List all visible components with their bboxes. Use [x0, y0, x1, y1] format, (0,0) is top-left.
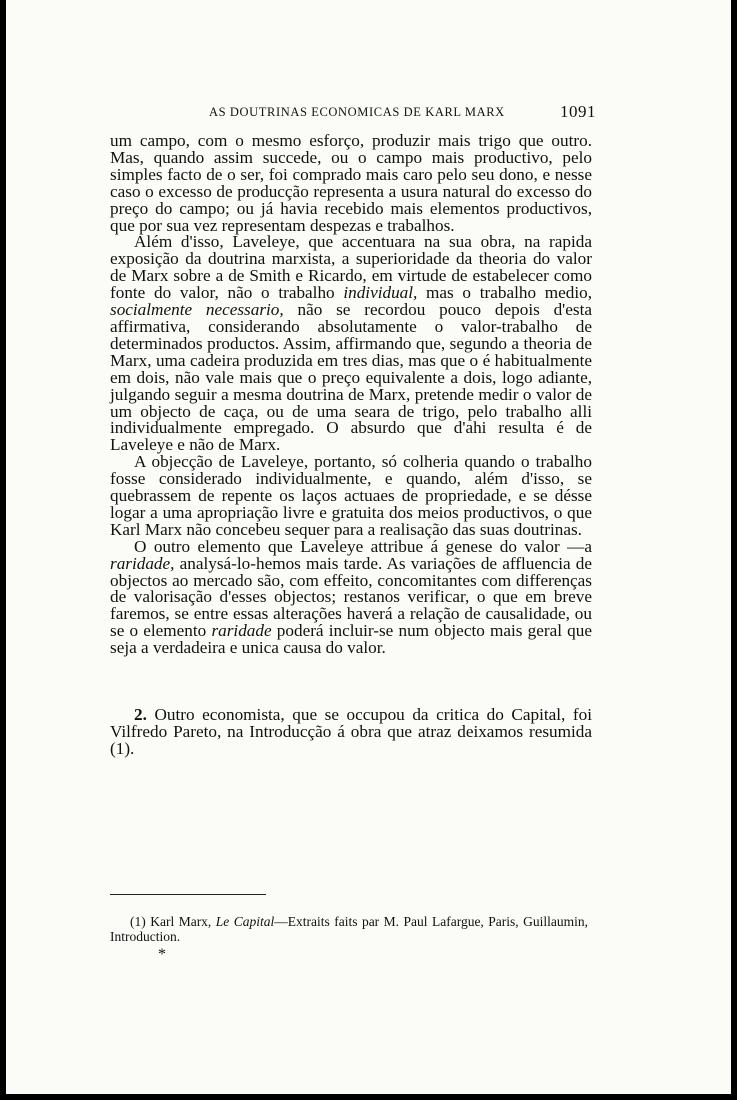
footnote-author: Karl Marx,	[150, 914, 216, 929]
footnote-marker: (1)	[130, 914, 146, 929]
italic-term: raridade,	[110, 553, 175, 573]
book-page	[6, 0, 731, 1094]
paragraph	[110, 133, 592, 234]
italic-term: individual,	[343, 283, 418, 303]
page-number: 1091	[560, 102, 596, 121]
text-run: mas o trabalho medio,	[417, 283, 592, 303]
text-run: um campo, com o mesmo esforço, produzir mais trigo que outro. Mas, quando assim succede, ou o campo mais productivo, pelo simples facto de o ser, foi comprado mais caro pelo seu dono, e nesse caso o excesso de producção representa a usura natural do excesso do preço do campo; ou já havia recebido mais elementos productivos, que por sua vez representam despezas e trabalhos.	[110, 131, 592, 235]
text-run: não se recordou pouco depois d'esta affirmativa, considerando absolutamente o valor-trabalho de determinados productos. Assim, affirmando que, segundo a theoria de Marx, uma cadeira produzida em tres dias, mas que o é habitualmente em dois, não vale mais que o preço equivalente a dois, logo adiante, julgando seguir a mesma doutrina de Marx, pretende medir o valor de um objecto de caça, ou de uma seara de trigo, pelo trabalho alli individualmente empregado. O absurdo que d'ahi resulta é de Laveleye e não de Marx.	[110, 300, 592, 455]
text-run: Além d'isso, Laveleye, que accentuara na sua obra, na rapida exposição da doutrina marxista, a superioridade da theoria do valor de Marx sobre a de Smith e Ricardo, em virtude de estabelecer como fonte do valor, não o trabalho	[110, 232, 592, 303]
italic-term: raridade	[211, 621, 272, 641]
paragraph	[110, 454, 592, 539]
paragraph-list	[110, 133, 592, 657]
running-title: AS DOUTRINAS ECONOMICAS DE KARL MARX	[209, 105, 505, 119]
footnote-rule	[110, 894, 266, 895]
text-run: analysá-lo-hemos mais tarde. As variações de affluencia de objectos ao mercado são, com effeito, concomitantes com differenças de valorisação d'esses objectos; restanos verificar, o que em breve faremos, se entre essas alterações haverá a relação de causalidade, ou se o elemento	[110, 553, 592, 641]
section-text: Outro economista, que se occupou da critica do Capital, foi Vilfredo Pareto, na Introducção á obra que atraz deixamos resumida (1).	[110, 705, 592, 758]
section-number: 2.	[134, 705, 147, 725]
italic-term: socialmente necessario,	[110, 300, 284, 320]
paragraph	[110, 536, 592, 658]
signature-mark: *	[158, 946, 166, 963]
footnote	[110, 914, 588, 944]
running-header	[106, 102, 596, 126]
text-run: A objecção de Laveleye, portanto, só colheria quando o trabalho fosse considerado individualmente, e quando, além d'isso, se quebrassem de repente os laços actuaes de propriedade, e se désse logar a uma apropriação livre e gratuita dos meios productivos, o que Karl Marx não concebeu sequer para a realisação das suas doutrinas.	[110, 452, 592, 539]
footnote-rest: —Extraits faits par M. Paul Lafargue, Paris, Guillaumin, Introduction.	[110, 914, 588, 944]
text-run: O outro elemento que Laveleye attribue á genese do valor —a	[134, 536, 592, 556]
paragraph	[110, 234, 592, 454]
text-run: poderá incluir-se num objecto mais geral que seja a verdadeira e unica causa do valor.	[110, 621, 592, 658]
section-gap	[110, 657, 592, 707]
footnote-title: Le Capital	[215, 914, 275, 929]
body-text	[110, 133, 592, 758]
section-paragraph	[110, 707, 592, 758]
